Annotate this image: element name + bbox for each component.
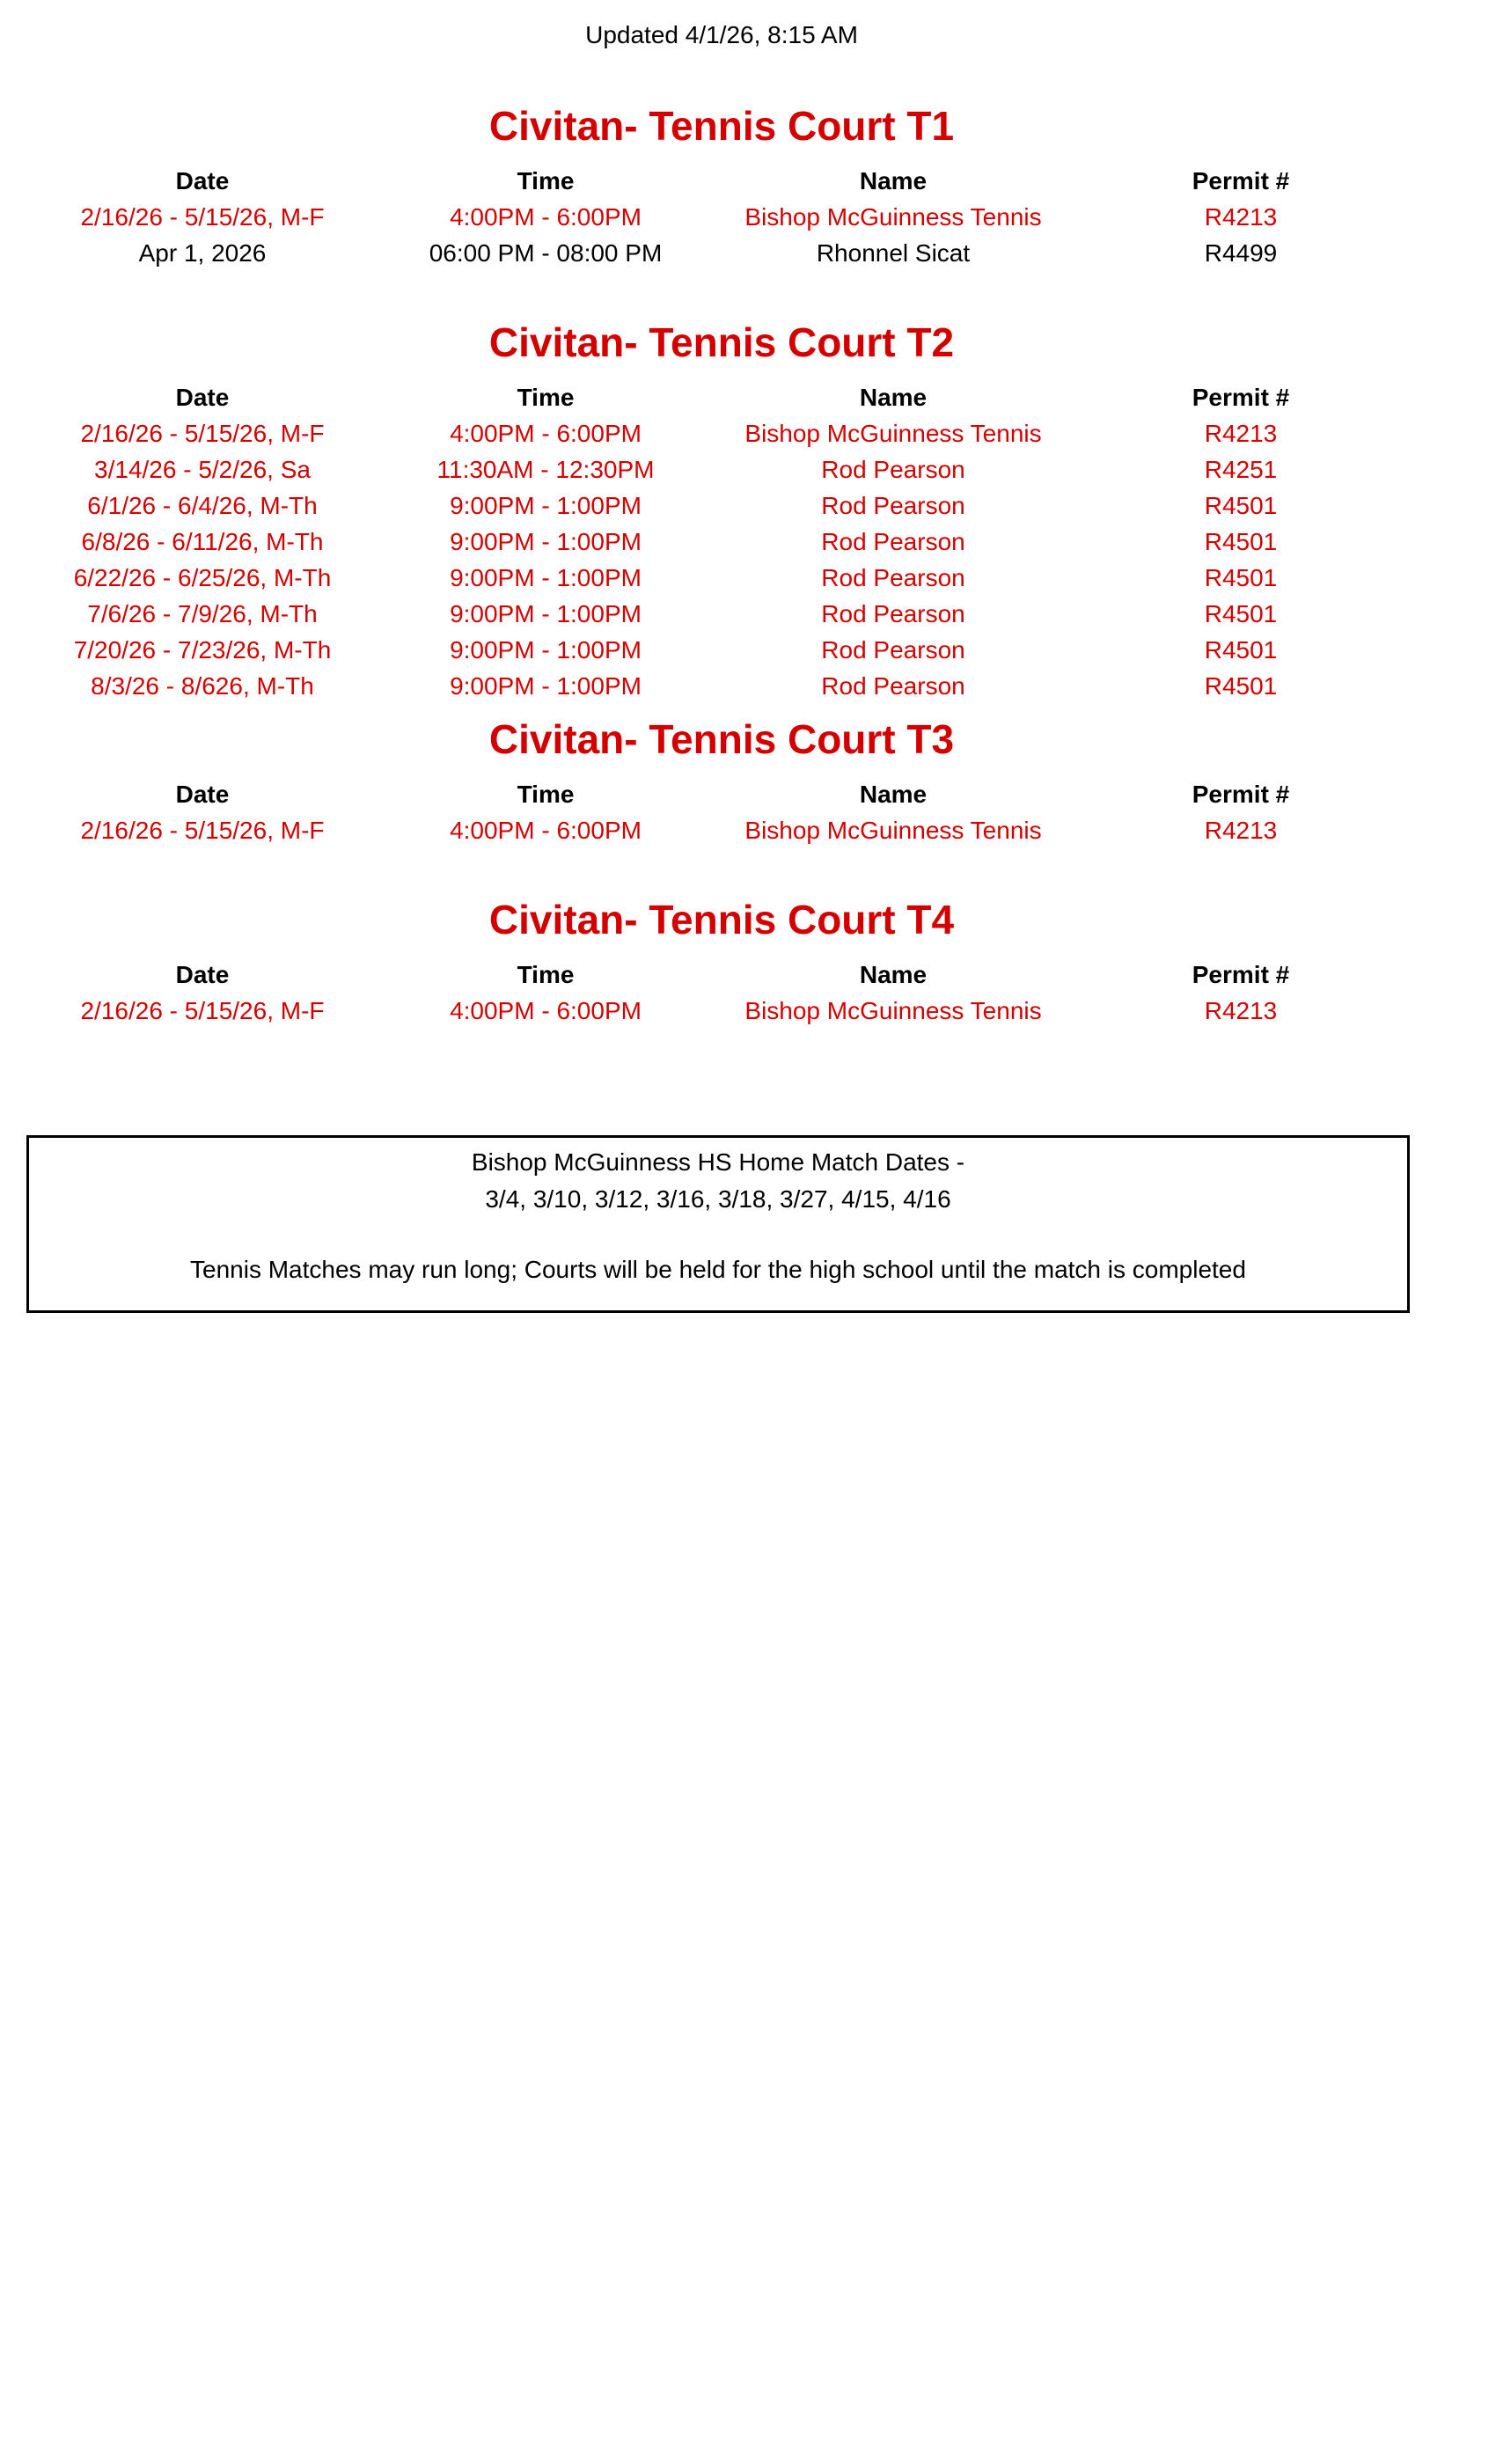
table-row: [0, 488, 1443, 524]
row-name: Rod Pearson: [821, 456, 965, 483]
row-date: 7/20/26 - 7/23/26, M-Th: [73, 636, 332, 664]
header-time: Time: [517, 781, 575, 808]
updated-timestamp: Updated 4/1/26, 8:15 AM: [585, 21, 858, 48]
row-time: 9:00PM - 1:00PM: [450, 672, 642, 700]
row-name: Rhonnel Sicat: [816, 239, 971, 267]
table-row: [0, 561, 1443, 596]
row-permit: R4213: [1204, 997, 1278, 1024]
row-date: 3/14/26 - 5/2/26, Sa: [94, 456, 311, 483]
table-header-t3: [0, 777, 1443, 812]
row-time: 4:00PM - 6:00PM: [450, 997, 642, 1024]
row-permit: R4501: [1204, 600, 1278, 627]
header-name: Name: [859, 961, 928, 988]
row-permit: R4501: [1204, 672, 1278, 700]
table-row: [0, 452, 1443, 488]
row-name: Rod Pearson: [821, 564, 965, 591]
note-line-1: Bishop McGuinness HS Home Match Dates -: [471, 1148, 965, 1176]
header-date: Date: [175, 781, 230, 808]
row-time: 4:00PM - 6:00PM: [450, 817, 642, 844]
table-row: [0, 813, 1443, 848]
row-name: Bishop McGuinness Tennis: [744, 997, 1042, 1024]
row-name: Rod Pearson: [821, 636, 965, 664]
table-row: [0, 524, 1443, 560]
row-permit: R4501: [1204, 564, 1278, 591]
row-time: 4:00PM - 6:00PM: [450, 203, 642, 231]
header-time: Time: [517, 384, 575, 411]
table-row: [0, 416, 1443, 451]
row-date: 6/8/26 - 6/11/26, M-Th: [81, 528, 324, 555]
table-row: [0, 994, 1443, 1029]
row-name: Rod Pearson: [821, 672, 965, 700]
table-row: [0, 236, 1443, 271]
row-time: 11:30AM - 12:30PM: [436, 456, 655, 483]
table-row: [0, 200, 1443, 235]
row-name: Rod Pearson: [821, 600, 965, 627]
note-line-2: 3/4, 3/10, 3/12, 3/16, 3/18, 3/27, 4/15, 4/16: [485, 1185, 951, 1213]
row-name: Bishop McGuinness Tennis: [744, 420, 1042, 447]
header-name: Name: [859, 384, 928, 411]
table-header-t4: [0, 957, 1443, 993]
header-name: Name: [859, 167, 928, 194]
row-time: 06:00 PM - 08:00 PM: [429, 239, 663, 267]
row-date: 8/3/26 - 8/626, M-Th: [91, 672, 314, 700]
row-permit: R4251: [1204, 456, 1278, 483]
table-header-t2: [0, 380, 1443, 415]
row-permit: R4499: [1204, 239, 1278, 267]
court-title-t3: Civitan- Tennis Court T3: [488, 716, 955, 762]
row-date: 6/22/26 - 6/25/26, M-Th: [73, 564, 332, 591]
note-line-3: Tennis Matches may run long; Courts will be held for the high school until the match is completed: [190, 1256, 1246, 1283]
row-time: 9:00PM - 1:00PM: [450, 492, 642, 519]
row-name: Rod Pearson: [821, 528, 965, 555]
row-time: 9:00PM - 1:00PM: [450, 564, 642, 591]
row-permit: R4213: [1204, 817, 1278, 844]
row-permit: R4501: [1204, 528, 1278, 555]
table-row: [0, 669, 1443, 704]
header-permit: Permit #: [1192, 961, 1290, 988]
row-date: 2/16/26 - 5/15/26, M-F: [80, 203, 325, 231]
row-date: 6/1/26 - 6/4/26, M-Th: [87, 492, 318, 519]
row-date: 7/6/26 - 7/9/26, M-Th: [87, 600, 318, 627]
table-header-t1: [0, 164, 1443, 199]
row-permit: R4213: [1204, 203, 1278, 231]
row-time: 9:00PM - 1:00PM: [450, 636, 642, 664]
home-match-note-box: [26, 1135, 1410, 1313]
header-date: Date: [175, 384, 230, 411]
row-date: 2/16/26 - 5/15/26, M-F: [80, 817, 325, 844]
row-time: 4:00PM - 6:00PM: [450, 420, 642, 447]
header-date: Date: [175, 167, 230, 194]
row-time: 9:00PM - 1:00PM: [450, 528, 642, 555]
header-date: Date: [175, 961, 230, 988]
row-date: 2/16/26 - 5/15/26, M-F: [80, 997, 325, 1024]
row-permit: R4501: [1204, 492, 1278, 519]
table-row: [0, 597, 1443, 632]
header-permit: Permit #: [1192, 781, 1290, 808]
court-title-t2: Civitan- Tennis Court T2: [488, 319, 955, 365]
row-time: 9:00PM - 1:00PM: [450, 600, 642, 627]
header-time: Time: [517, 167, 575, 194]
table-row: [0, 633, 1443, 668]
row-permit: R4501: [1204, 636, 1278, 664]
header-name: Name: [859, 781, 928, 808]
row-name: Bishop McGuinness Tennis: [744, 817, 1042, 844]
header-permit: Permit #: [1192, 167, 1290, 194]
header-time: Time: [517, 961, 575, 988]
row-date: 2/16/26 - 5/15/26, M-F: [80, 420, 325, 447]
row-name: Bishop McGuinness Tennis: [744, 203, 1042, 231]
row-date: Apr 1, 2026: [138, 239, 267, 267]
court-title-t4: Civitan- Tennis Court T4: [488, 897, 955, 942]
header-permit: Permit #: [1192, 384, 1290, 411]
court-title-t1: Civitan- Tennis Court T1: [488, 103, 955, 149]
row-permit: R4213: [1204, 420, 1278, 447]
row-name: Rod Pearson: [821, 492, 965, 519]
